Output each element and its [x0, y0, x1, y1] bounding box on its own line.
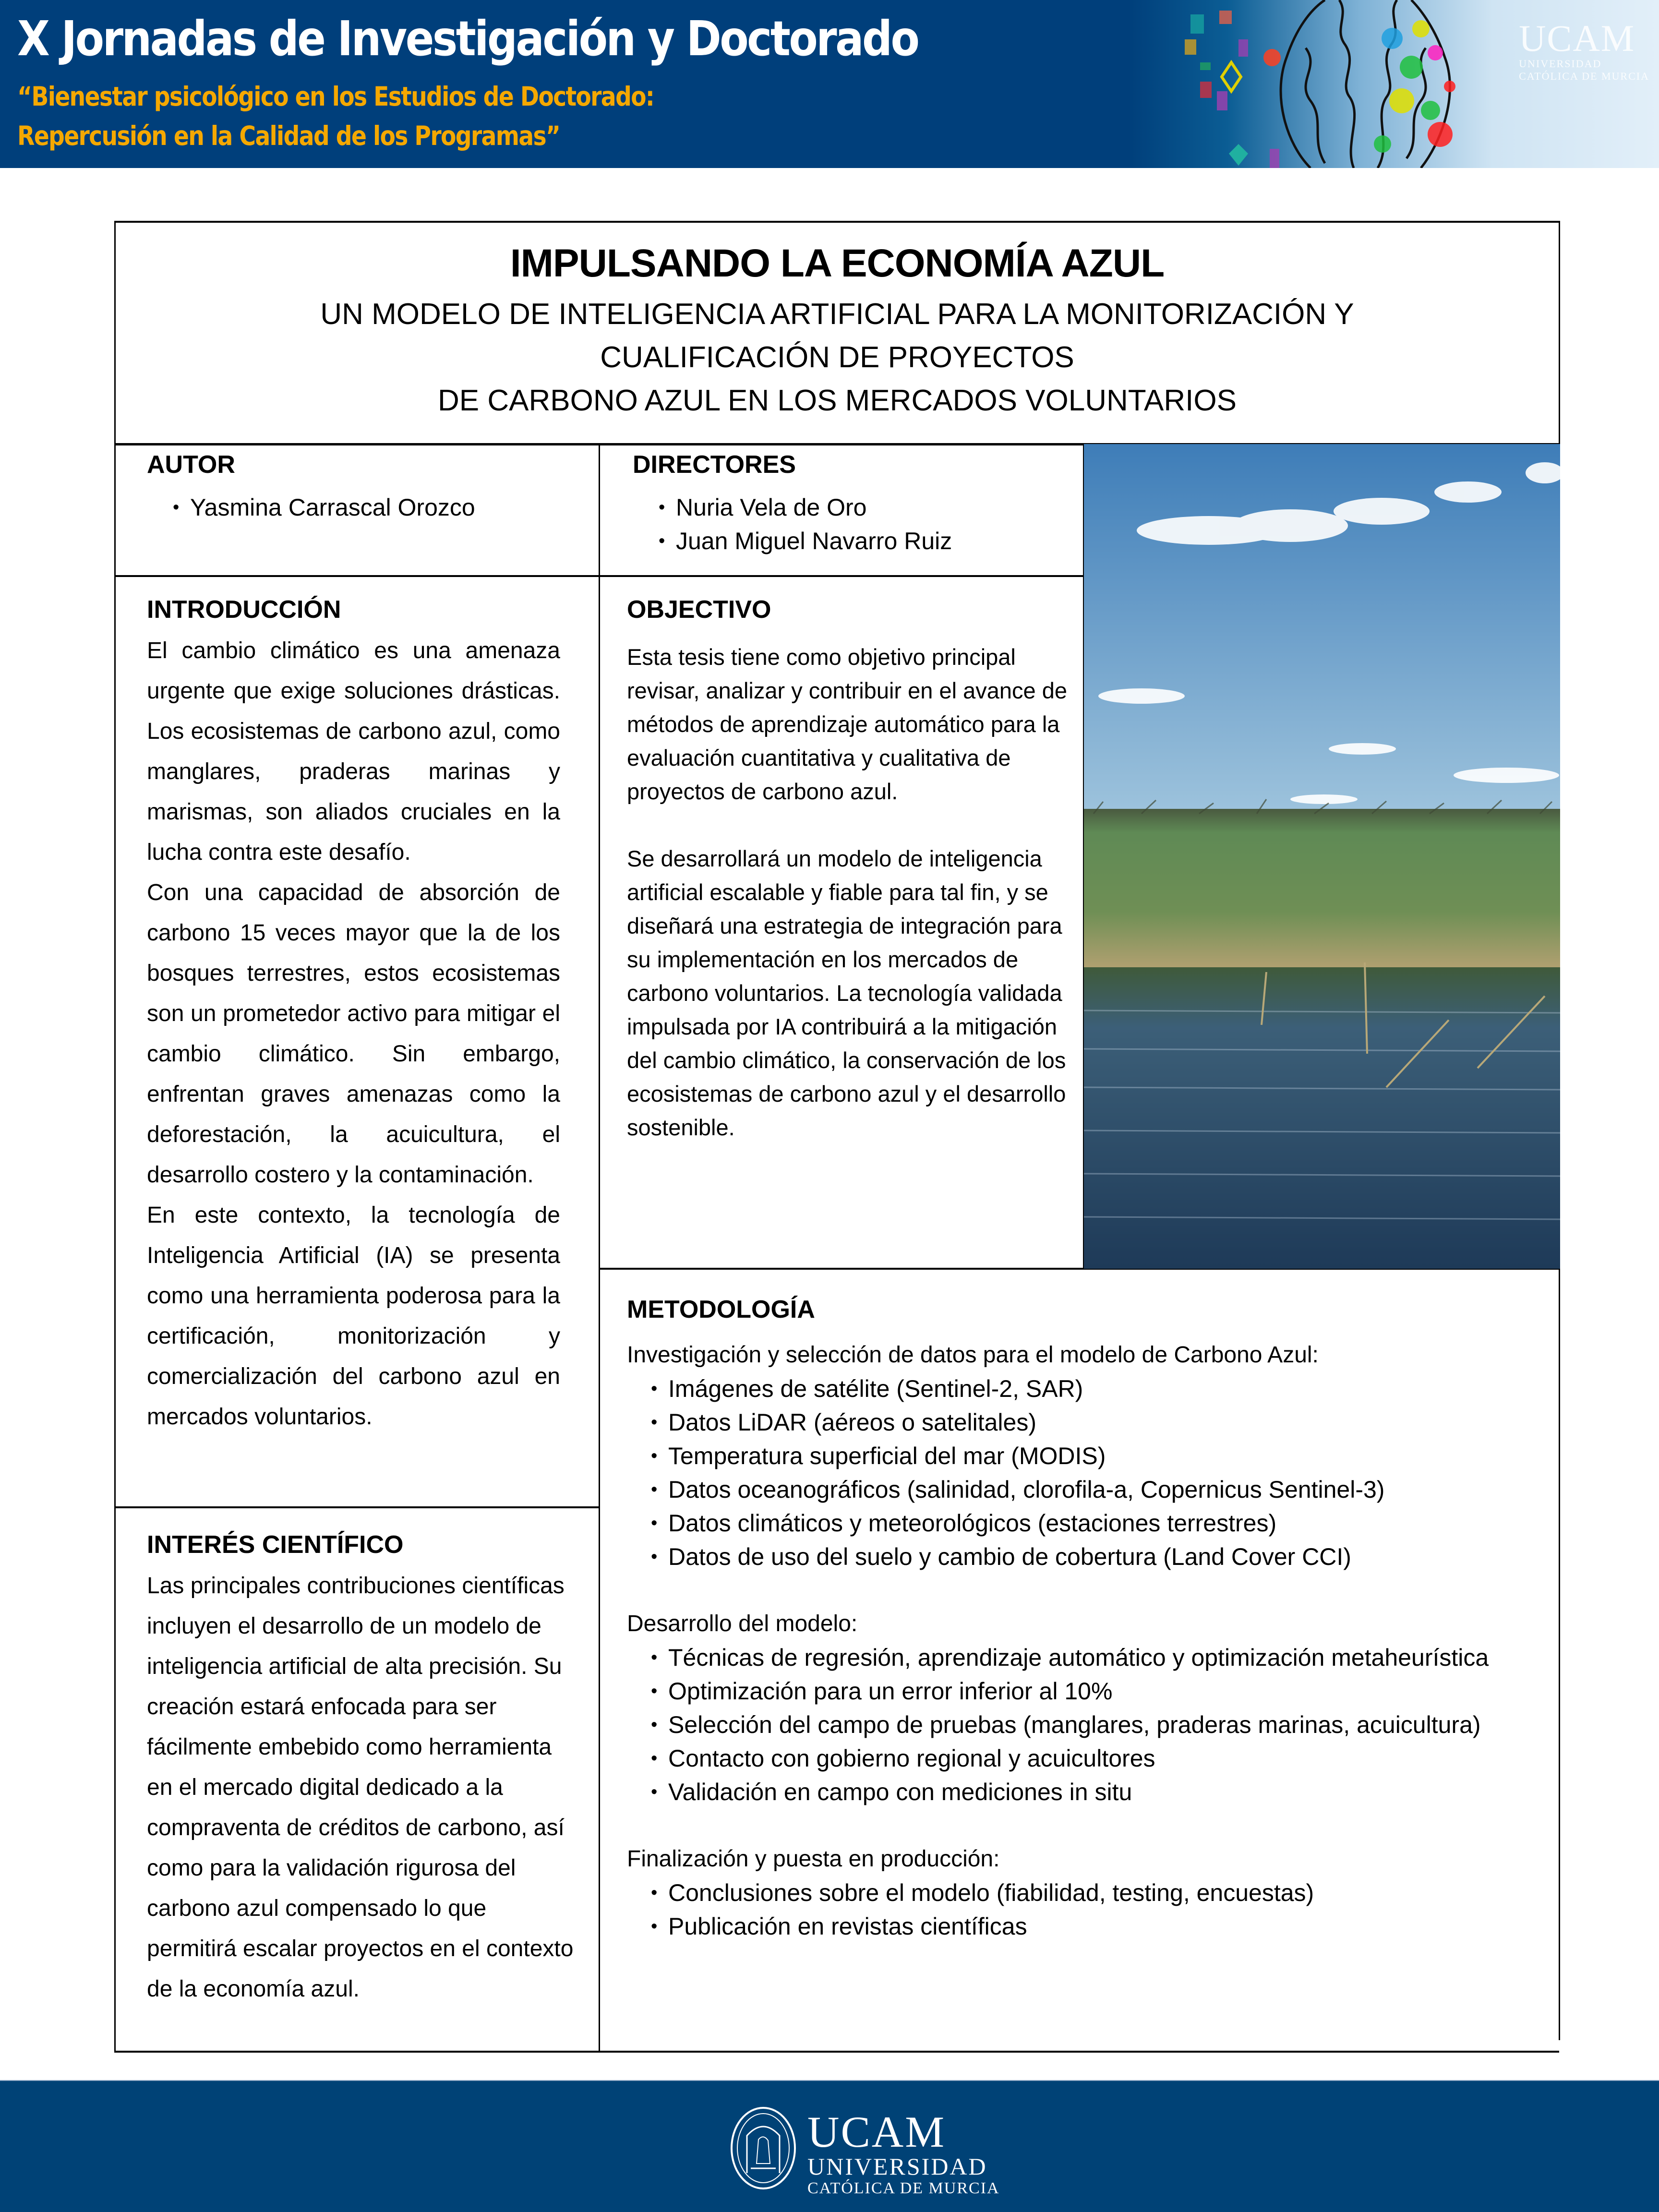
header-logo-sub-2: CATÓLICA DE MURCIA: [1519, 70, 1649, 82]
author-row-divider: [114, 575, 1084, 577]
objective-paragraph: Esta tesis tiene como objetivo principal revisar, analizar y contribuir en el avance de métodos de aprendizaje automático para la evaluación cuantitativa y cualitativa de proyectos de carbono azul.: [627, 644, 1067, 804]
methodology-heading: METODOLOGÍA: [627, 1296, 815, 1323]
scientific-interest-section: [114, 1530, 599, 2009]
header-banner: [0, 0, 1659, 168]
poster-subtitle-line: CUALIFICACIÓN DE PROYECTOS: [600, 341, 1074, 374]
reed-lake-image-icon: [1084, 444, 1560, 1269]
footer-logo-sub-2: CATÓLICA DE MURCIA: [807, 2179, 1000, 2197]
header-logo-text: UCAM: [1519, 17, 1635, 59]
event-title: X Jornadas de Investigación y Doctorado: [17, 11, 918, 67]
event-subtitle-line-1: “Bienestar psicológico en los Estudios de Doctorado:: [17, 81, 654, 112]
scientific-interest-heading: INTERÉS CIENTÍFICO: [147, 1531, 404, 1559]
poster-frame: [114, 221, 1560, 2052]
methodology-section: [600, 1295, 1560, 1943]
objective-section: [600, 595, 1083, 1144]
methodology-item: • Contacto con gobierno regional y acuicultores: [651, 1742, 1560, 1775]
methodology-item: • Datos oceanográficos (salinidad, clorofila-a, Copernicus Sentinel-3): [651, 1473, 1560, 1506]
introduction-paragraph: En este contexto, la tecnología de Inteligencia Artificial (IA) se presenta como una herramienta poderosa para la certificación, monitorización y comercialización del carbono azul en mercados voluntarios.: [147, 1202, 560, 1430]
frame-bottom-border: [114, 2051, 1559, 2053]
footer-logo-sub-1: UNIVERSIDAD: [807, 2153, 987, 2180]
methodology-item: • Conclusiones sobre el modelo (fiabilidad, testing, encuestas): [651, 1876, 1560, 1910]
poster-subtitle-line: DE CARBONO AZUL EN LOS MERCADOS VOLUNTARIOS: [438, 384, 1237, 417]
methodology-list: [651, 1641, 1560, 1809]
methodology-item: • Validación en campo con mediciones in situ: [651, 1775, 1560, 1809]
author-section: [114, 450, 599, 575]
director-name: • Nuria Vela de Oro: [659, 491, 1083, 524]
poster-subtitle-line: UN MODELO DE INTELIGENCIA ARTIFICIAL PARA LA MONITORIZACIÓN Y: [320, 298, 1354, 331]
header-logo-sub-1: UNIVERSIDAD: [1519, 58, 1602, 70]
objective-heading: OBJECTIVO: [627, 596, 771, 624]
poster-subtitle: [114, 293, 1560, 422]
introduction-paragraph: El cambio climático es una amenaza urgente que exige soluciones drásticas. Los ecosistemas de carbono azul, como manglares, praderas marinas y marismas, son aliados cruciales en la lucha contra este desafío.: [147, 638, 560, 865]
event-subtitle: [17, 77, 654, 156]
methodology-item: • Temperatura superficial del mar (MODIS): [651, 1439, 1560, 1473]
footer-logo-text: UCAM: [807, 2107, 946, 2156]
methodology-group-label: Investigación y selección de datos para el modelo de Carbono Azul:: [627, 1342, 1319, 1368]
introduction-paragraph: Con una capacidad de absorción de carbono 15 veces mayor que la de los bosques terrestres, estos ecosistemas son un prometedor activo para mitigar el cambio climático. Sin embargo, enfrentan graves amenazas como la deforestación, la acuicultura, el desarrollo costero y la contaminación.: [147, 880, 560, 1188]
methodology-item: • Publicación en revistas científicas: [651, 1910, 1560, 1943]
header-ucam-logo: [1519, 19, 1649, 83]
methodology-item: • Técnicas de regresión, aprendizaje automático y optimización metaheurística: [651, 1641, 1560, 1674]
intro-divider: [114, 1506, 599, 1508]
footer-banner: [0, 2080, 1659, 2212]
methodology-group-label: Desarrollo del modelo:: [627, 1611, 858, 1636]
poster-title-block: [114, 221, 1560, 444]
methodology-list: [651, 1372, 1560, 1574]
methodology-list: [651, 1876, 1560, 1943]
introduction-heading: INTRODUCCIÓN: [147, 596, 341, 624]
footer-ucam-logo: [807, 2107, 1000, 2198]
methodology-item: • Selección del campo de pruebas (manglares, praderas marinas, acuicultura): [651, 1708, 1560, 1742]
poster-title: IMPULSANDO LA ECONOMÍA AZUL: [510, 241, 1165, 285]
scientific-interest-paragraph: Las principales contribuciones científicas incluyen el desarrollo de un modelo de inteligencia artificial de alta precisión. Su creación estará enfocada para ser fácilmente embebido como herramienta en el mercado digital dedicado a la compraventa de créditos de carbono, así como para la validación rigurosa del carbono azul compensado lo que permitirá escalar proyectos en el contexto de la economía azul.: [147, 1573, 574, 2002]
event-subtitle-line-2: Repercusión en la Calidad de los Programas”: [17, 120, 560, 151]
directors-list: [659, 491, 1083, 558]
director-name: • Juan Miguel Navarro Ruiz: [659, 524, 1083, 558]
methodology-item: • Imágenes de satélite (Sentinel-2, SAR): [651, 1372, 1560, 1406]
methodology-item: • Datos climáticos y meteorológicos (estaciones terrestres): [651, 1506, 1560, 1540]
marsh-photo: [1084, 444, 1560, 1269]
university-seal-icon: [730, 2106, 797, 2190]
methodology-item: • Datos de uso del suelo y cambio de cobertura (Land Cover CCI): [651, 1540, 1560, 1574]
author-list: [173, 491, 599, 524]
directors-heading: DIRECTORES: [633, 451, 796, 479]
author-name: • Yasmina Carrascal Orozco: [173, 491, 599, 524]
author-heading: AUTOR: [147, 451, 235, 479]
objective-paragraph: Se desarrollará un modelo de inteligencia artificial escalable y fiable para tal fin, y se diseñará una estrategia de integración para su implementación en los mercados de carbono voluntarios. La tecnología validada impulsada por IA contribuirá a la mitigación del cambio climático, la conservación de los ecosistemas de carbono azul y el desarrollo sostenible.: [627, 846, 1066, 1140]
methodology-group-label: Finalización y puesta en producción:: [627, 1846, 1000, 1872]
introduction-section: [114, 595, 599, 1437]
methodology-item: • Datos LiDAR (aéreos o satelitales): [651, 1406, 1560, 1439]
methodology-item: • Optimización para un error inferior al 10%: [651, 1674, 1560, 1708]
directors-section: [600, 450, 1083, 575]
methodology-body: [627, 1338, 1560, 1943]
